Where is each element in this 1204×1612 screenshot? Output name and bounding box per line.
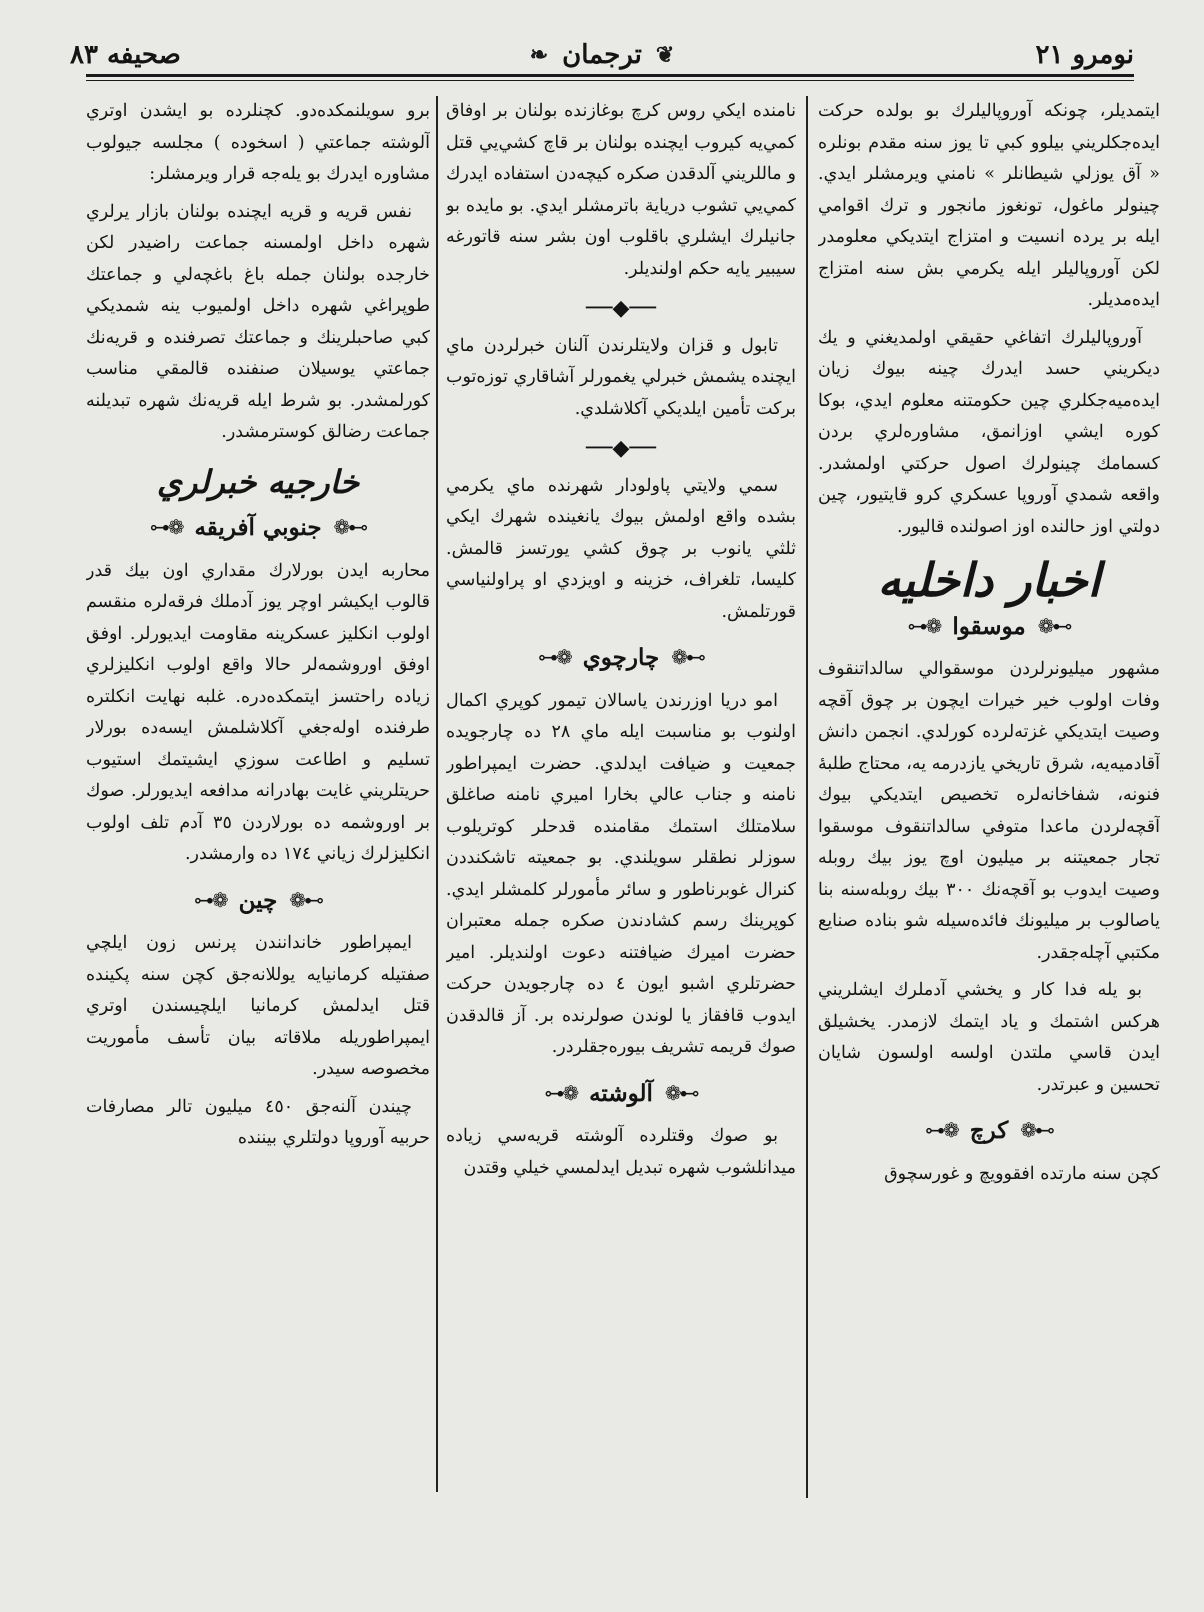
floral-ornament-icon: ❁⊷ bbox=[924, 1118, 958, 1142]
article-text: امو دريا اوزرندن ياسالان تيمور كوپري اكمال اولنوب بو مناسبت ايله ماي ٢٨ ده چارجويده جمعيت و ضيافت ايدلدي. حضرت ايمپراطور نامنه و جناب عالي بخارا اميري نامنه صاغلق سلامتلك استمك مقامنده قدحلر كوتريلوب سوزلر نطقلر سويلندي. بو جمعيته تاشكنددن كنرال غوبرناطور و سائر مأمورلر كلمشلر ايدي. كوپرينك رسم كشادندن صكره جمله معتبران حضرت اميرك ضيافتنه دعوت اولنديلر. امير حضرتلري اشبو ايون ٤ ده چارجويدن حركت ايدوب قافقاز يا لوندن صولرنده بر. آز قالدقدن صوك قريمه تشريف بيوره‌جقلردر. bbox=[446, 690, 796, 1057]
section-heading-foreign-news: خارجيه خبرلري bbox=[156, 462, 360, 501]
article-text: مشهور ميليونرلردن موسقوالي سالداتنقوف وفات اولوب خير خيرات ايچون بر چوق آقچه وصيت ايتديكي غزته‌لرده كورلدي. انجمن دانش آقادميه‌يه، شرق تاريخي يازدرمه يه، محتاج طلبهٔ فنونه، شفاخانه‌لره تخصيص ايتديكي بيوك آقچه‌لردن ماعدا متوفي سالداتنقوف موسقوا تجار جمعيتنه بر ميليون اوچ يوز بيك روبله وصيت ايدوب بو آقچه‌نك ٣٠٠ بيك روبله‌سنه بنا ياصالوب بر ميليونك فائده‌سيله شو بناده صنايع مكتبي آچله‌جقدر. bbox=[818, 659, 1160, 963]
article-text: بو صوك وقتلرده آلوشته قريه‌سي زياده ميدانلشوب شهره تبديل ايدلمسي خيلي وقتدن bbox=[446, 1126, 796, 1178]
subsection-title: چارچوي bbox=[582, 644, 660, 671]
floral-ornament-icon: ⊶❁ bbox=[1037, 613, 1071, 638]
floral-ornament-icon: ❁⊷ bbox=[538, 645, 571, 669]
article-text: نامنده ايكي روس كرچ بوغازنده بولنان بر اوفاق كمي‌يه كيروب ايچنده بولنان بر قاچ كشي‌يي قتل و ماللريني آلدقدن صكره كيچه‌دن استفاده ايدرك كمي‌يي تشوب درياية باترمشلر ايدي. بو مايده بو جانيلرك ايشلري باقلوب اون بشر سنه قاتورغه سيبير يايه حكم اولنديلر. bbox=[446, 101, 796, 279]
diamond-rule-icon: ──◆── bbox=[586, 296, 656, 321]
floral-ornament-icon: ❧ bbox=[529, 42, 549, 68]
article-text: كچن سنه مارتده افقوويچ و غورسچوق bbox=[884, 1163, 1160, 1184]
subsection-heading bbox=[446, 642, 796, 674]
column-middle bbox=[446, 96, 796, 1492]
page-number: صحيفه ٨٣ bbox=[70, 40, 181, 70]
header-rule bbox=[86, 74, 1134, 77]
floral-ornament-icon: ❦ bbox=[655, 42, 675, 68]
subsection-heading bbox=[818, 611, 1160, 643]
article-text: چيندن آلنه‌جق ٤٥٠ ميليون تالر مصارفات حربيه آوروپا دولتلري بيننده bbox=[86, 1096, 430, 1148]
floral-ornament-icon: ❁⊷ bbox=[907, 613, 941, 638]
masthead bbox=[70, 34, 1134, 78]
column-divider bbox=[806, 96, 808, 1498]
diamond-rule-icon: ──◆── bbox=[586, 436, 656, 461]
article-text: محاربه ايدن بورلارك مقداري اون بيك قدر قالوب ايكيشر اوچر يوز آدملك فرقه‌لره منقسم اولوب انكليز عسكرينه مقاومت ايديورلر. اوفق اوفق اوروشمه‌لر حالا واقع اولوب انكليزلري زياده راحتسز ايتمكده‌دره. غلبه نهايت انكلتره طرفنده اوله‌جغي آكلاشلمش ايسه‌ده بورلار تسليم و اطاعت سوزي ايشيتمك استيوب حريتلريني غايت بهادرانه مدافعه ايديورلر. صوك بر اوروشمه ده بورلاردن ٣٥ آدم تلف اولوب انكليزلرك زياني ١٧٤ ده وارمشدر. bbox=[86, 560, 430, 864]
article-text: تابول و قزان ولايتلرندن آلنان خبرلردن ماي ايچنده يشمش خبرلي يغمورلر آشاقاري توزه‌توب بركت تأمين ايلديكي آكلاشلدي. bbox=[446, 335, 796, 419]
masthead-title-group bbox=[530, 40, 675, 70]
floral-ornament-icon: ⊶❁ bbox=[333, 515, 367, 539]
floral-ornament-icon: ⊶❁ bbox=[664, 1080, 698, 1105]
subsection-heading bbox=[818, 1115, 1160, 1147]
floral-ornament-icon: ⊶❁ bbox=[671, 645, 704, 669]
floral-ornament-icon: ❁⊷ bbox=[193, 887, 227, 912]
article-text: سمي ولايتي پاولودار شهرنده ماي يكرمي بشده واقع اولمش بيوك يانغينده شهرك ايكي ثلثي يانوب بر چوق كشي يورتسز قالمش. كليسا، تلغراف، خزينه و اويزدي او پراولنياسي قورتلمش. bbox=[446, 475, 796, 622]
floral-ornament-icon: ⊶❁ bbox=[1020, 1118, 1054, 1142]
column-left bbox=[86, 96, 430, 1492]
article-text: آوروپاليلرك اتفاغي حقيقي اولمديغني و يك ديكريني حسد ايدرك چينه بيوك زيان ايده‌ميه‌جكلري چين حكومتنه معلوم ايدي، بوكا كوره ايشي اوزانمق، مشاوره‌لري بردن كسمامك چينولرك اصول حركتي اولمشدر. واقعه شمدي آوروپا عسكري كرو قايتيور، چين دولتي اوز حالنده اوز اصولنده قاليور. bbox=[818, 327, 1160, 537]
column-divider bbox=[436, 96, 438, 1492]
floral-ornament-icon: ❁⊷ bbox=[544, 1080, 578, 1105]
subsection-title: آلوشته bbox=[589, 1079, 653, 1107]
floral-ornament-icon: ❁⊷ bbox=[149, 515, 183, 539]
header-rule-thin bbox=[86, 80, 1134, 81]
subsection-title: كرچ bbox=[969, 1117, 1009, 1144]
article-text: ايتمديلر، چونكه آوروپاليلرك بو بولده حركت ايده‌جكلريني بيلوو كبي تا يوز سنه مقدم بونلره « آق يوزلي شيطانلر » نامني ويرمشلر ايدي. چينولر ماغول، تونغوز مانجور و ترك اقوامي ايله بر يرده انسيت و امتزاج ايتديكي معلومدر لكن آوروپاليلر ايله يكرمي بش سنه امتزاج ايده‌مديلر. bbox=[818, 101, 1160, 310]
subsection-title: موسقوا bbox=[952, 612, 1026, 640]
subsection-heading bbox=[446, 1078, 796, 1110]
article-text: بو يله فدا كار و يخشي آدملرك ايشلريني هركس اشتمك و ياد ايتمك لازمدر. يخشيلق ايدن قاسي ملتدن اولسه اولسون شايان تحسين و عبرتدر. bbox=[818, 980, 1160, 1095]
column-right bbox=[818, 96, 1160, 1486]
newspaper-title: ترجمان bbox=[562, 40, 642, 70]
article-text: ايمپراطور خاندانندن پرنس زون ايلچي صفتيله كرمانيايه يوللانه‌جق كچن سنه پكينده قتل ايدلمش كرمانيا ايلچيسندن اوتري ايمپراطوريله‌ ملاقاته بيان تأسف مأموريت مخصوصه سيدر. bbox=[86, 933, 430, 1079]
section-heading-domestic-news: اخبار داخليه bbox=[877, 553, 1101, 607]
subsection-title: جنوبي آفريقه bbox=[194, 514, 322, 541]
subsection-heading bbox=[86, 512, 430, 544]
issue-number: نومرو ٢١ bbox=[1035, 40, 1134, 70]
article-text: نفس قريه و قريه ايچنده بولنان بازار يرلري شهره داخل اولمسنه جماعت راضيدر لكن خارجده بولنان جمله باغ باغچه‌لي و جماعتك طوپراغي شهره داخل اولميوب ينه شمديكي كبي صاحبلرينك و جماعتك تصرفنده و قريه‌نك جماعتي يوسيلان صنفنده قالمقي مناسب كورلمشدر. بو شرط ايله قريه‌نك شهره تبديلنه جماعت رضالق كوسترمشدر. bbox=[86, 201, 430, 442]
subsection-title: چين bbox=[238, 886, 278, 914]
floral-ornament-icon: ⊶❁ bbox=[289, 887, 323, 912]
subsection-heading bbox=[86, 885, 430, 917]
article-text: برو سويلنمكده‌دو. كچنلرده بو ايشدن اوتري آلوشته جماعتي ( اسخوده ) مجلسه جيولوب مشاوره ايدرك بو يله‌جه قرار ويرمشلر: bbox=[86, 101, 430, 184]
